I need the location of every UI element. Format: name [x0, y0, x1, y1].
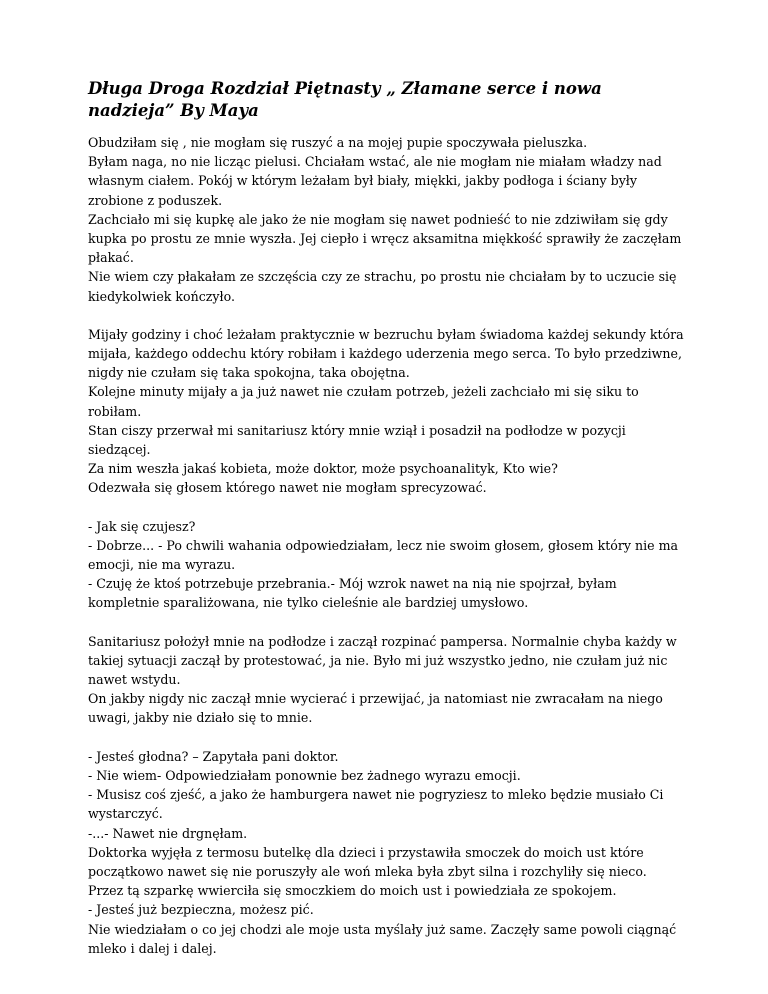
dialogue-line: - Dobrze... - Po chwili wahania odpowiedziałam, lecz nie swoim głosem, głosem który nie ma emocji, nie ma wyrazu.: [88, 537, 679, 573]
dialogue-line: -...- Nawet nie drgnęłam.: [88, 825, 248, 841]
dialogue-line: - Nie wiem- Odpowiedziałam ponownie bez żadnego wyrazu emocji.: [88, 767, 521, 783]
text-line: Zachciało mi się kupkę ale jako że nie mogłam się nawet podnieść to nie zdziwiłam się gdy kupka po prostu ze mnie wyszła. Jej ciepło i wręcz aksamitna miękkość sprawiły że zaczęłam płakać.: [88, 211, 682, 266]
text-line: Mijały godziny i choć leżałam praktycznie w bezruchu byłam świadoma każdej sekundy która mijała, każdego oddechu który robiłam i każdego uderzenia mego serca. To było przedziwne, nigdy nie czułam się taka spokojna, taka obojętna.: [88, 326, 684, 381]
paragraph-5: [88, 747, 684, 958]
text-line: Stan ciszy przerwał mi sanitariusz który mnie wziął i posadził na podłodze w pozycji siedzącej.: [88, 422, 626, 458]
paragraph-1: [88, 133, 684, 306]
text-line: On jakby nigdy nic zaczął mnie wycierać i przewijać, ja natomiast nie zwracałam na niego uwagi, jakby nie działo się to mnie.: [88, 691, 663, 726]
document-page: [88, 78, 684, 977]
dialogue-line: - Jak się czujesz?: [88, 518, 196, 534]
text-line: Nie wiem czy płakałam ze szczęścia czy ze strachu, po prostu nie chciałam by to uczucie się kiedykolwiek kończyło.: [88, 269, 677, 304]
paragraph-4: [88, 632, 684, 728]
text-line: Byłam naga, no nie licząc pielusi. Chciałam wstać, ale nie mogłam nie miałam władzy nad własnym ciałem. Pokój w którym leżałam był biały, miękki, jakby podłoga i ściany były zrobione z poduszek.: [88, 154, 662, 208]
text-line: Sanitariusz położył mnie na podłodze i zaczął rozpinać pampersa. Normalnie chyba każdy w takiej sytuacji zaczął by protestować, ja nie. Było mi już wszystko jedno, nie czułam już nic nawet wstydu.: [88, 633, 677, 688]
paragraph-2: [88, 325, 684, 498]
dialogue-line: - Jesteś już bezpieczna, możesz pić.: [88, 902, 314, 918]
text-line: Kolejne minuty mijały a ja już nawet nie czułam potrzeb, jeżeli zachciało mi się siku to robiłam.: [88, 384, 639, 419]
text-line: Nie wiedziałam o co jej chodzi ale moje usta myślały już same. Zaczęły same powoli ciągnąć mleko i dalej i dalej.: [88, 921, 677, 956]
dialogue-line: - Jesteś głodna? – Zapytała pani doktor.: [88, 748, 339, 764]
text-line: Doktorka wyjęła z termosu butelkę dla dzieci i przystawiła smoczek do moich ust które początkowo nawet się nie poruszyły ale woń mleka była zbyt silna i rozchyliły się nieco.: [88, 844, 647, 879]
document-title: Długa Droga Rozdział Piętnasty „ Złamane serce i nowa nadzieja” By Maya: [88, 79, 602, 120]
dialogue-line: - Czuję że ktoś potrzebuje przebrania.- Mój wzrok nawet na nią nie spojrzał, byłam kompletnie sparaliżowana, nie tylko cieleśnie ale bardziej umysłowo.: [88, 576, 617, 611]
paragraph-3: [88, 517, 684, 613]
dialogue-line: - Musisz coś zjeść, a jako że hamburgera nawet nie pogryziesz to mleko będzie musiało Ci wystarczyć.: [88, 787, 664, 822]
text-line: Za nim weszła jakaś kobieta, może doktor, może psychoanalityk, Kto wie?: [88, 461, 558, 477]
text-line: Przez tą szparkę wwierciła się smoczkiem do moich ust i powiedziała ze spokojem.: [88, 883, 617, 899]
text-line: Odezwała się głosem którego nawet nie mogłam sprecyzować.: [88, 480, 487, 496]
text-line: Obudziłam się , nie mogłam się ruszyć a na mojej pupie spoczywała pieluszka.: [88, 135, 588, 150]
